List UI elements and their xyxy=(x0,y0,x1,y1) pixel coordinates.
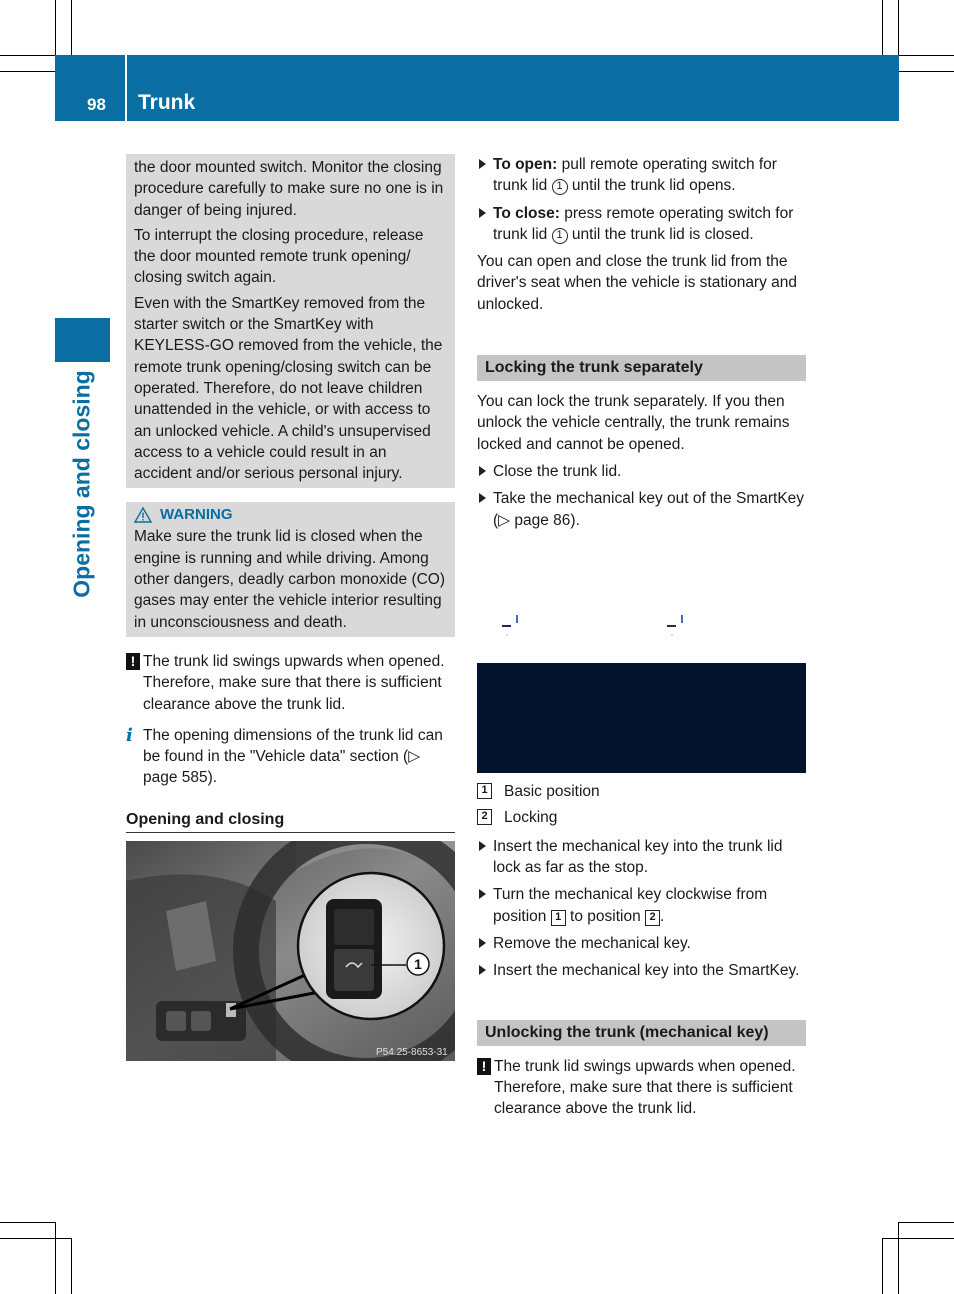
key-position-figure xyxy=(477,539,806,773)
step-item xyxy=(477,154,806,197)
caution-note xyxy=(477,1056,806,1120)
left-column xyxy=(126,154,455,1061)
legend-row xyxy=(477,781,806,802)
crop-mark xyxy=(898,1222,899,1294)
crop-mark xyxy=(899,55,954,56)
figure-legend xyxy=(477,781,806,828)
warning-paragraph: the door mounted switch. Monitor the closing procedure carefully to make sure no one is in danger of being injured. xyxy=(134,159,444,219)
step-text: press remote operating switch for trunk lid xyxy=(493,204,794,243)
step-item: Take the mechanical key out of the SmartKey (▷ page 86). xyxy=(477,488,806,531)
marker-circled: 1 xyxy=(552,228,568,244)
caution-text: The trunk lid swings upwards when opened. Therefore, make sure that there is sufficient clearance above the trunk lid. xyxy=(143,652,445,713)
legend-label: Locking xyxy=(504,808,558,826)
crop-mark xyxy=(0,71,55,72)
figure-code: P54.25-8653-31 xyxy=(376,1046,448,1058)
crop-mark xyxy=(55,0,56,55)
caution-note xyxy=(126,651,455,715)
section-heading-locking: Locking the trunk separately xyxy=(477,355,806,381)
step-text: until the trunk lid opens. xyxy=(567,177,736,195)
crop-mark xyxy=(0,1222,55,1223)
step-text: pull remote operating switch for trunk lid xyxy=(493,156,777,195)
step-text: until the trunk lid is closed. xyxy=(567,225,754,243)
page-number: 98 xyxy=(87,95,106,114)
crop-mark xyxy=(0,55,55,56)
photo-callout: 1 xyxy=(414,955,422,972)
key-steps xyxy=(477,836,806,982)
crop-mark xyxy=(882,1238,883,1294)
warning-triangle-icon xyxy=(134,507,152,523)
legend-label: Basic position xyxy=(504,782,600,800)
crop-mark xyxy=(899,1222,954,1223)
chapter-label: Opening and closing xyxy=(68,370,95,598)
crop-mark xyxy=(71,0,72,55)
exclamation-icon: ! xyxy=(477,1058,491,1075)
open-close-steps xyxy=(477,154,806,245)
legend-number: 2 xyxy=(477,809,492,825)
locking-steps xyxy=(477,461,806,531)
section-heading-unlocking: Unlocking the trunk (mechanical key) xyxy=(477,1020,806,1046)
step-item: Remove the mechanical key. xyxy=(477,933,806,954)
warning-paragraph: To interrupt the closing procedure, release the door mounted remote trunk opening/ closing switch again. xyxy=(134,226,424,287)
position-number: 1 xyxy=(551,910,566,926)
step-item xyxy=(477,884,806,927)
step-text: Turn the mechanical key clockwise from position xyxy=(493,886,768,925)
warning-label: WARNING xyxy=(160,506,233,524)
crop-mark xyxy=(898,0,899,55)
warning-text: Make sure the trunk lid is closed when the engine is running and while driving. Among other dangers, deadly carbon monoxide (CO) gases may enter the vehicle interior resulting in unconsciousness and death. xyxy=(134,528,446,631)
crop-mark xyxy=(882,0,883,55)
legend-row xyxy=(477,807,806,828)
step-label: To close: xyxy=(493,204,560,222)
info-text: The opening dimensions of the trunk lid can be found in the "Vehicle data" section (▷ page 585). xyxy=(143,726,443,787)
warning-paragraph: Even with the SmartKey removed from the starter switch or the SmartKey with KEYLESS-GO removed from the vehicle, the remote trunk opening/closing switch can be operated. Therefore, do not leave children unattended in the vehicle, or with access to an unlocked vehicle. A child's unsupervised access to a vehicle could result in an accident and/or serious personal injury. xyxy=(134,294,443,483)
exclamation-icon: ! xyxy=(126,653,140,670)
crop-mark xyxy=(899,71,954,72)
page-title: Trunk xyxy=(138,91,196,114)
step-item: Close the trunk lid. xyxy=(477,461,806,482)
caution-text: The trunk lid swings upwards when opened. Therefore, make sure that there is sufficient clearance above the trunk lid. xyxy=(494,1057,796,1118)
legend-number: 1 xyxy=(477,783,492,799)
page-header xyxy=(55,55,899,121)
door-switch-photo xyxy=(126,841,455,1061)
body-paragraph: You can open and close the trunk lid from the driver's seat when the vehicle is stationary and unlocked. xyxy=(477,253,798,313)
step-item: Insert the mechanical key into the SmartKey. xyxy=(477,960,806,981)
continued-warning-box xyxy=(126,154,455,488)
step-text: to position xyxy=(565,907,646,925)
header-divider xyxy=(125,55,127,121)
crop-mark xyxy=(71,1238,72,1294)
right-column xyxy=(477,154,806,1120)
warning-box xyxy=(126,502,455,636)
marker-circled: 1 xyxy=(552,179,568,195)
key-figure-panel xyxy=(477,663,806,773)
warning-header xyxy=(134,506,447,523)
step-item xyxy=(477,203,806,246)
step-label: To open: xyxy=(493,156,558,173)
crop-mark xyxy=(882,1238,954,1239)
position-number: 2 xyxy=(645,910,660,926)
subheading-opening-closing: Opening and closing xyxy=(126,811,455,833)
step-item: Insert the mechanical key into the trunk lid lock as far as the stop. xyxy=(477,836,806,879)
body-paragraph: You can lock the trunk separately. If you then unlock the vehicle centrally, the trunk remains locked and cannot be opened. xyxy=(477,393,790,453)
info-note xyxy=(126,725,455,789)
info-icon: i xyxy=(126,724,133,746)
step-text: . xyxy=(660,907,665,925)
crop-mark xyxy=(55,1222,56,1294)
crop-mark xyxy=(0,1238,71,1239)
chapter-tab xyxy=(55,318,110,362)
